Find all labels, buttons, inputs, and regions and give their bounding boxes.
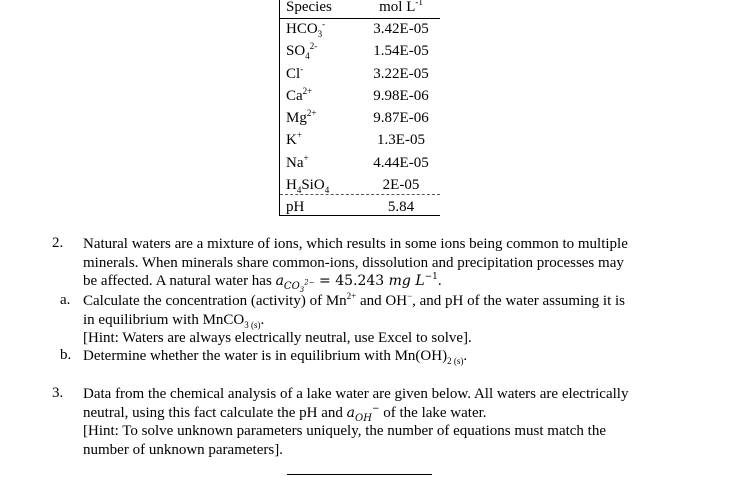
species-cell: K+ <box>286 130 302 149</box>
q2-intro <box>83 235 673 294</box>
q3-number: 3. <box>52 385 64 401</box>
table-row <box>280 130 440 152</box>
q3-line2: neutral, using this fact calculate the pH and $a_{OH}^-$ of the lake water. <box>83 403 487 424</box>
q2b-label: b. <box>60 347 72 363</box>
table-body <box>280 19 440 220</box>
value-cell: 5.84 <box>387 199 415 216</box>
species-cell: $SO_4^{2-}$ <box>286 41 318 62</box>
species-cell: $HCO_3^-$ <box>286 19 326 39</box>
q2-intro-line3: be affected. A natural water has $a_{CO_3^{2-}} = 45.243$ mg $L^{-1}$. <box>83 272 442 294</box>
species-cell: $Ca^{2+}$ <box>286 85 313 104</box>
value-cell: 1.54E-05 <box>373 43 429 60</box>
species-cell: $Mg^{2+}$ <box>286 108 317 127</box>
value-cell: 9.87E-06 <box>373 110 429 127</box>
table-row <box>280 86 440 108</box>
table-bottom-rule <box>280 215 440 216</box>
q3-line1: Data from the chemical analysis of a lake water are given below. All waters are electrically <box>83 386 629 402</box>
q2-intro-line1: Natural waters are a mixture of ions, which results in some ions being common to multiple <box>83 236 628 252</box>
species-table <box>280 0 440 216</box>
q2a-line1: Calculate the concentration (activity) of $Mn^{2+}$ and OH−, and pH of the water assuming it is <box>83 291 626 309</box>
value-cell: 1.3E-05 <box>377 132 425 149</box>
header-species: Species <box>286 0 332 15</box>
table-row <box>280 19 440 41</box>
q2a-hint: [Hint: Waters are always electrically neutral, use Excel to solve]. <box>83 330 472 346</box>
species-cell: pH <box>286 199 305 216</box>
bottom-rule <box>287 474 432 475</box>
species-cell: Cl- <box>286 63 304 82</box>
q2b-text: Determine whether the water is in equilibrium with $Mn(OH)_{2 (s)}$. <box>83 348 468 366</box>
species-cell: $H_4SiO_4$ <box>286 177 330 196</box>
table-row <box>280 197 440 219</box>
q2a-label: a. <box>60 292 71 308</box>
table-header <box>280 0 440 19</box>
species-cell: Na+ <box>286 152 309 171</box>
table-row <box>280 153 440 175</box>
q2-intro-line2: minerals. When minerals share common-ions, dissolution and precipitation processes may <box>83 254 624 271</box>
q3-text <box>83 385 673 459</box>
table-row <box>280 64 440 86</box>
q2-number: 2. <box>52 235 64 251</box>
q3-hint-line2: number of unknown parameters]. <box>83 441 283 458</box>
value-cell: 3.22E-05 <box>373 65 429 82</box>
q3-hint-line1: [Hint: To solve unknown parameters uniquely, the number of equations must match the <box>83 423 607 439</box>
pH-dotted-rule <box>280 194 440 195</box>
value-cell: 9.98E-06 <box>373 87 429 104</box>
table-row <box>280 108 440 130</box>
q2a-text <box>83 292 673 348</box>
value-cell: 3.42E-05 <box>373 21 429 37</box>
value-cell: 4.44E-05 <box>373 154 429 171</box>
q2a-line2: in equilibrium with MnCO$_{3 (s)}$. <box>83 311 265 330</box>
value-cell: 2E-05 <box>382 177 420 194</box>
table-row <box>280 41 440 63</box>
header-unit: mol $L^{-1}$ <box>379 0 423 15</box>
